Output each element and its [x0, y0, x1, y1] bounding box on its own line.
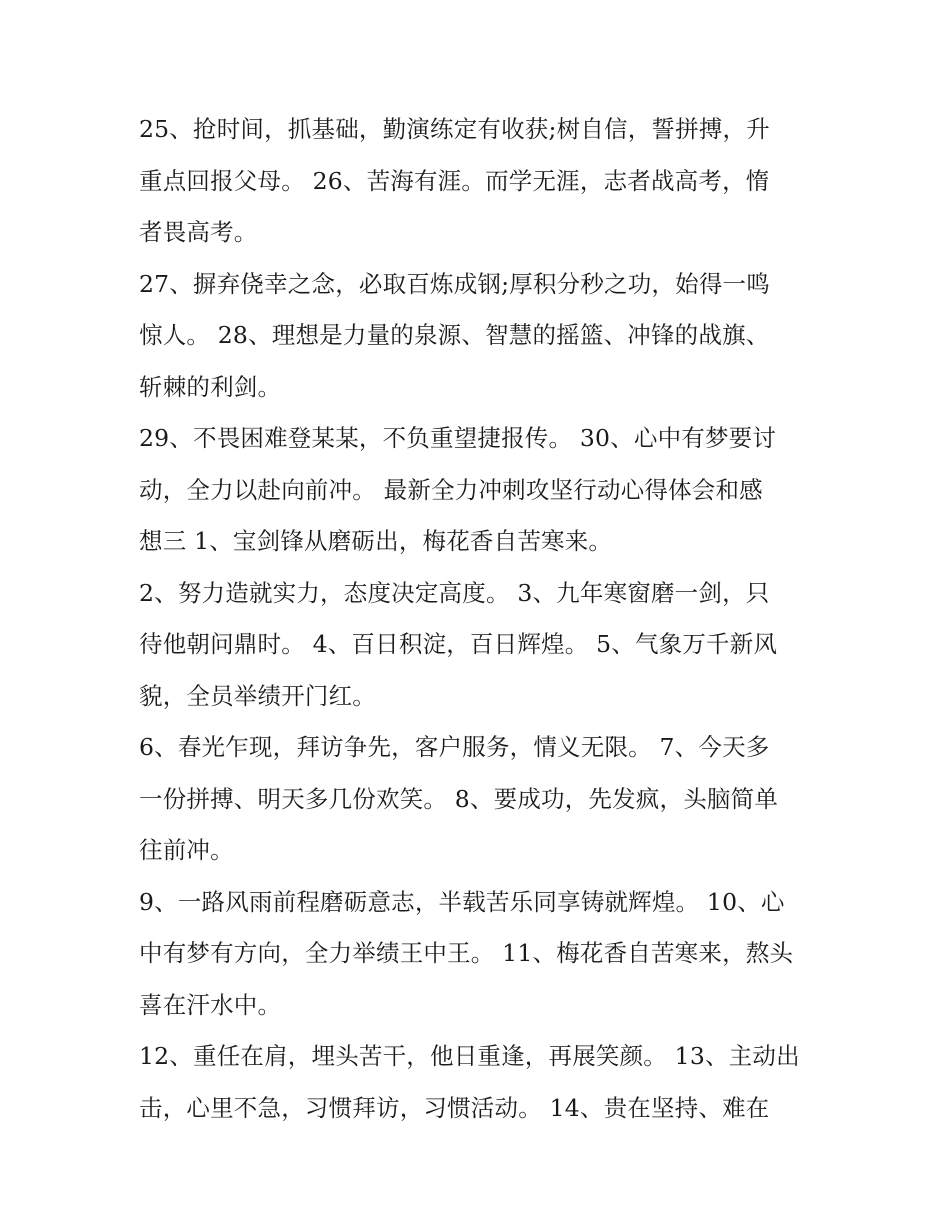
text-line: 25、抢时间，抓基础，勤演练定有收获;树自信，誓拼搏，升	[139, 115, 770, 143]
text-line: 惊人。 28、理想是力量的泉源、智慧的摇篮、冲锋的战旗、	[139, 321, 770, 349]
text-line: 动，全力以赴向前冲。 最新全力冲刺攻坚行动心得体会和感	[139, 475, 763, 504]
text-line: 斩棘的利剑。	[139, 372, 282, 401]
paragraph-27-28	[139, 259, 819, 414]
text-line: 12、重任在肩，埋头苦干，他日重逢，再展笑颜。 13、主动出	[139, 1042, 800, 1070]
text-line: 者畏高考。	[139, 218, 258, 246]
text-line: 喜在汗水中。	[139, 990, 282, 1019]
text-line: 6、春光乍现，拜访争先，客户服务，情义无限。 7、今天多	[139, 733, 770, 761]
document-body	[139, 104, 819, 1134]
text-line: 重点回报父母。 26、苦海有涯。而学无涯，志者战高考，惰	[139, 166, 770, 195]
paragraph-29-30	[139, 413, 819, 568]
text-line: 击，心里不急，习惯拜访，习惯活动。 14、贵在坚持、难在	[139, 1093, 770, 1122]
paragraph-25-26	[139, 104, 819, 259]
paragraph-6-8	[139, 722, 819, 877]
text-line: 27、摒弃侥幸之念，必取百炼成钢;厚积分秒之功，始得一鸣	[139, 269, 770, 298]
paragraph-2-5	[139, 568, 819, 723]
text-line: 一份拼搏、明天多几份欢笑。 8、要成功，先发疯，头脑简单	[139, 784, 779, 813]
text-line: 9、一路风雨前程磨砺意志，半载苦乐同享铸就辉煌。 10、心	[139, 887, 785, 916]
paragraph-12-14	[139, 1031, 819, 1134]
text-line: 待他朝问鼎时。 4、百日积淀，百日辉煌。 5、气象万千新风	[139, 630, 778, 658]
text-line: 貌，全员举绩开门红。	[139, 681, 376, 710]
text-line: 中有梦有方向，全力举绩王中王。 11、梅花香自苦寒来，熬头	[139, 939, 794, 967]
text-line: 往前冲。	[139, 836, 234, 864]
text-line: 2、努力造就实力，态度决定高度。 3、九年寒窗磨一剑，只	[139, 578, 770, 607]
paragraph-9-11	[139, 877, 819, 1032]
text-line: 29、不畏困难登某某，不负重望捷报传。 30、心中有梦要讨	[139, 424, 777, 452]
text-line: 想三 1、宝剑锋从磨砺出，梅花香自苦寒来。	[139, 527, 613, 555]
